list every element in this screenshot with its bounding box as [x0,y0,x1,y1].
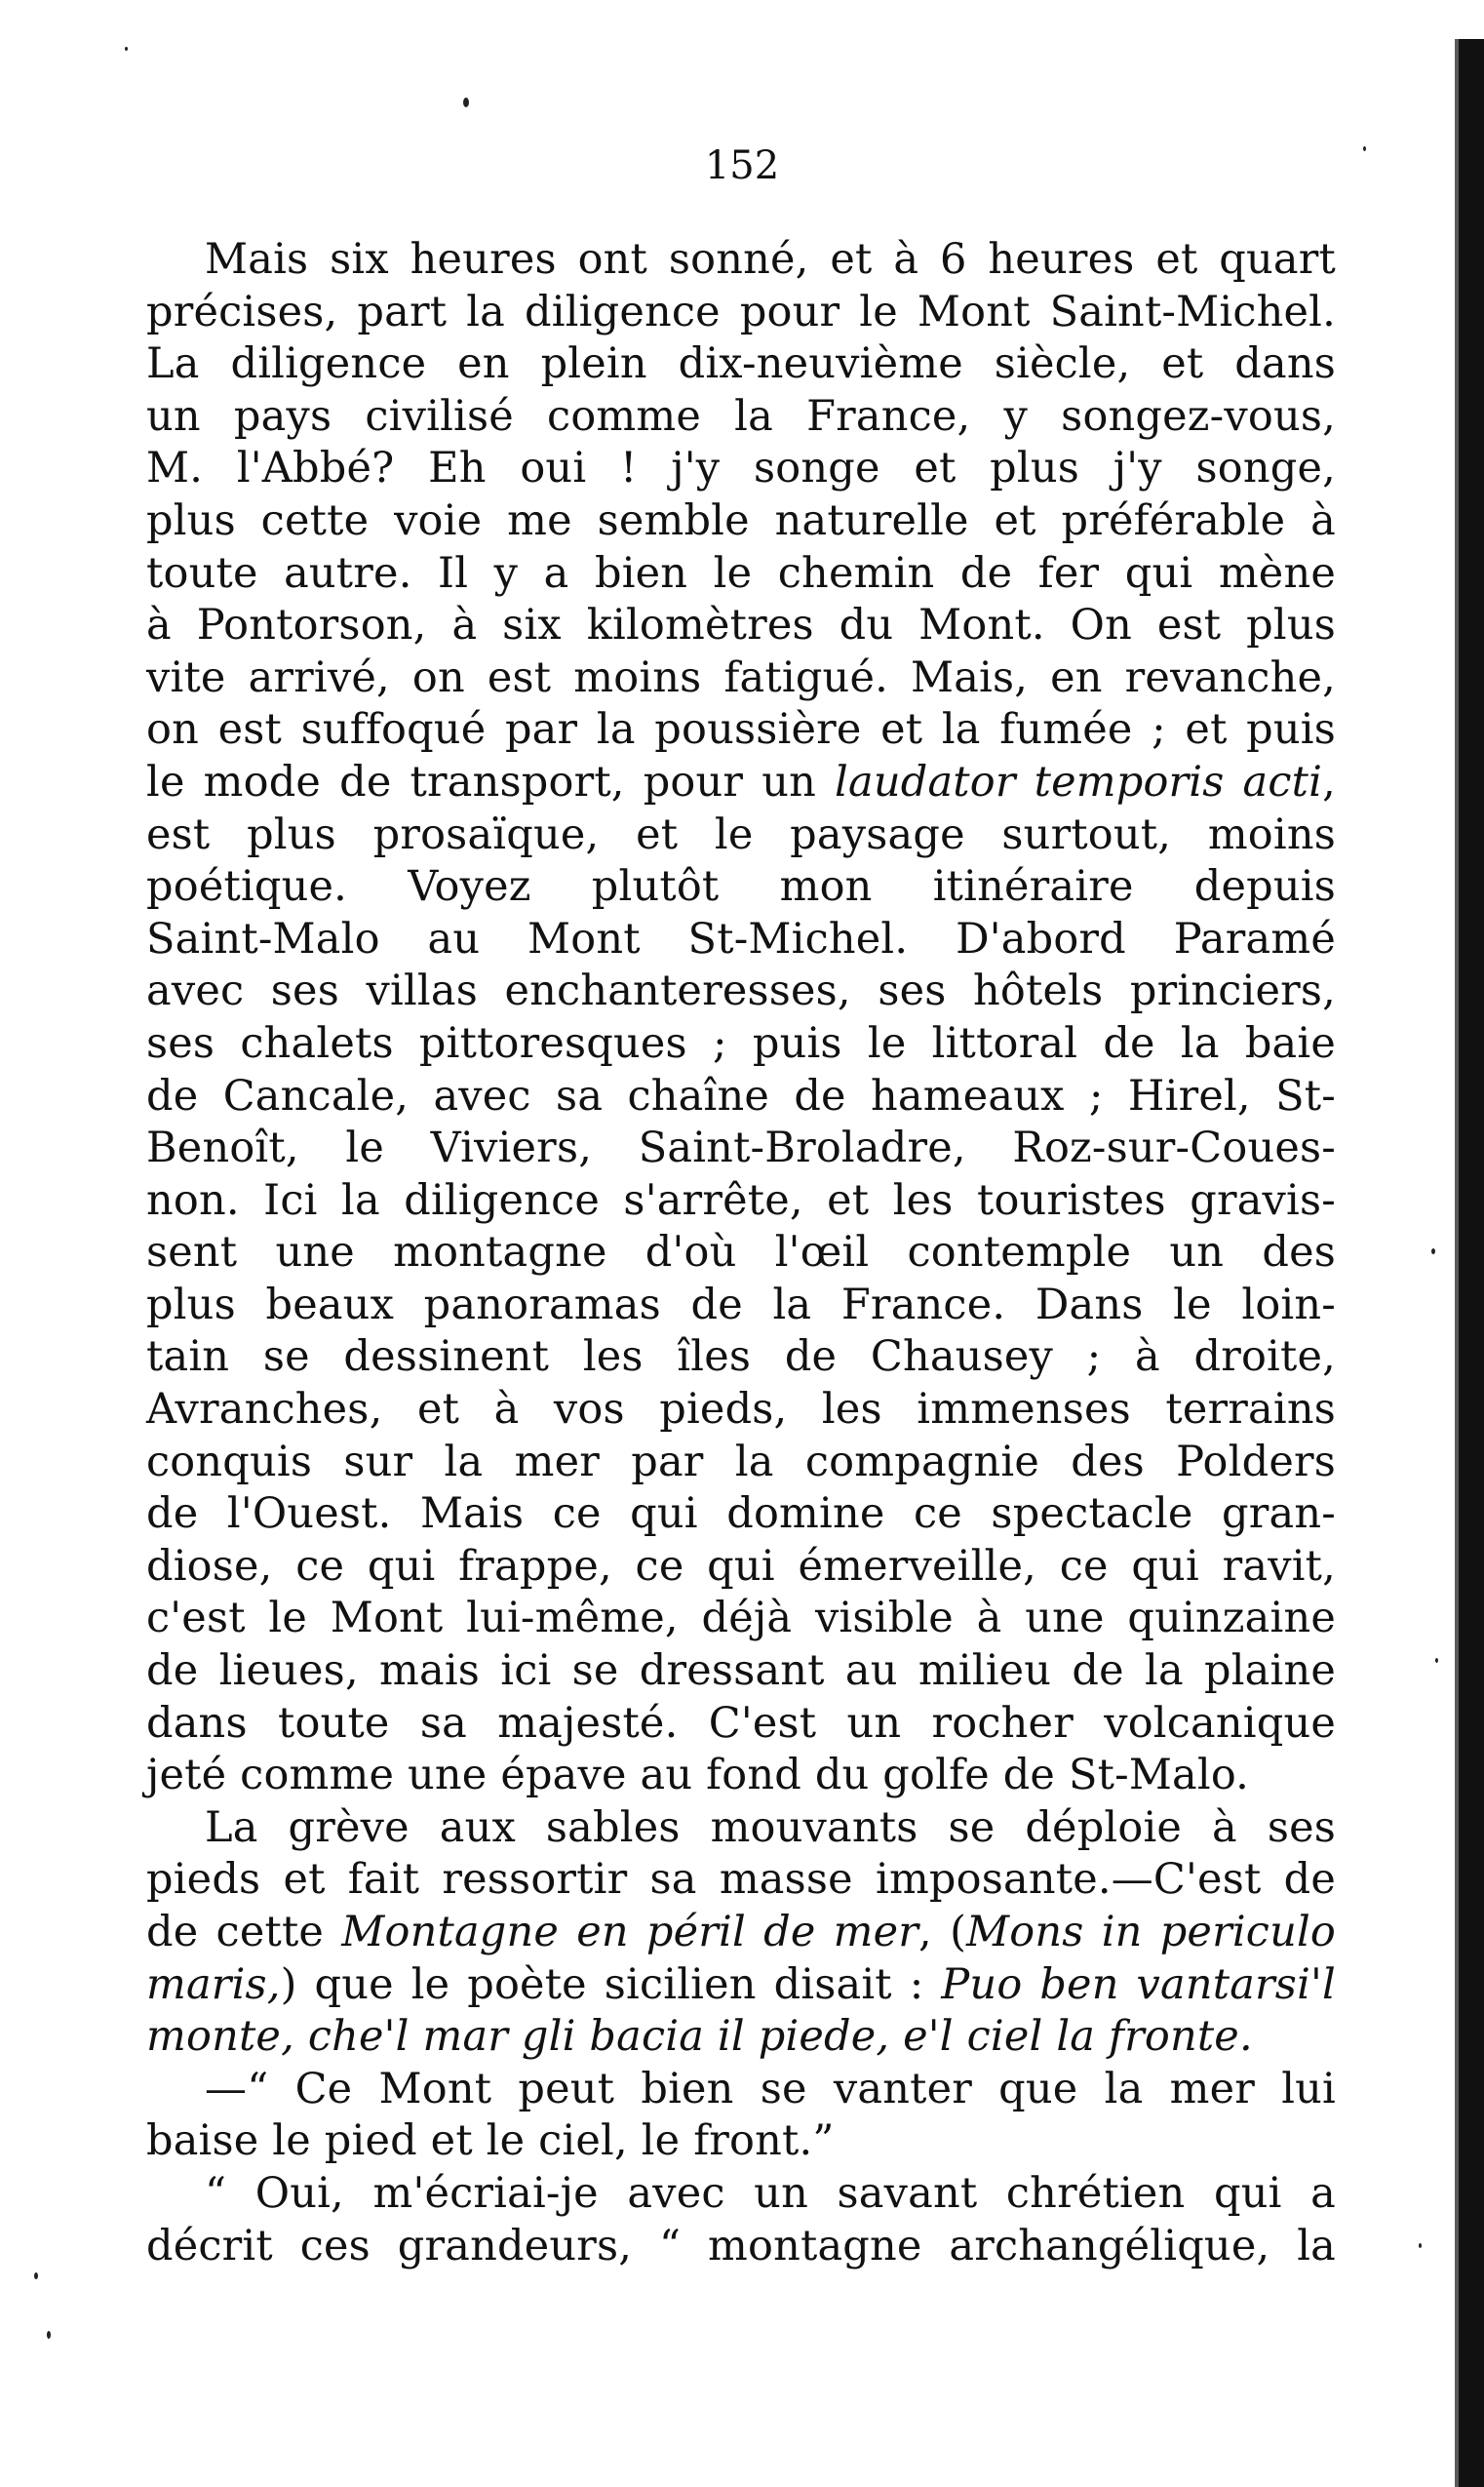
text-line [146,2168,1336,2221]
text-run: de lieues, mais ici se dressant au milieu de la plaine [146,1646,1336,1696]
text-run: de l'Ouest. Mais ce qui domine ce spectacle gran- [146,1489,1336,1539]
text-line [146,443,1336,495]
text-run: poétique. Voyez plutôt mon itinéraire depuis [146,862,1336,912]
italic-text: monte, che'l mar gli bacia il piede, e'l ciel la fronte. [146,2012,1253,2062]
text-run: dans toute sa majesté. C'est un rocher volcanique [146,1698,1336,1748]
italic-text: laudator temporis acti [835,757,1323,807]
text-run: non. Ici la diligence s'arrête, et les touristes gravis- [146,1175,1336,1225]
text-run: un pays civilisé comme la France, y songez-vous, [146,391,1336,441]
text-line [146,1907,1336,1959]
text-line [146,2064,1336,2116]
text-line [146,1645,1336,1698]
text-run: décrit ces grandeurs, “ montagne archangélique, la [146,2221,1336,2270]
text-line [146,1227,1336,1280]
text-run: Saint-Malo au Mont St-Michel. D'abord Paramé [146,914,1336,964]
text-line [146,2011,1336,2064]
scan-edge [1459,39,1484,2487]
text-line [146,600,1336,652]
text-run: , [1322,757,1336,807]
text-run: est plus prosaïque, et le paysage surtout, moins [146,809,1336,859]
text-run: à Pontorson, à six kilomètres du Mont. On est plus [146,601,1336,651]
text-run: on est suffoqué par la poussière et la fumée ; et puis [146,705,1336,755]
italic-text: Montagne en péril de mer [341,1908,919,1956]
text-run: de cette [146,1908,342,1956]
text-line [146,1959,1336,2012]
text-line [146,1750,1336,1802]
text-line [146,1802,1336,1855]
text-line [146,1541,1336,1594]
text-run: jeté comme une épave au fond du golfe de St-Malo. [146,1751,1250,1800]
text-line [146,1384,1336,1437]
text-line [146,391,1336,444]
body-text [146,234,1336,2272]
text-run: sent une montagne d'où l'œil contemple un des [146,1228,1336,1278]
text-run: “ Oui, m'écriai-je avec un savant chrétien qui a [205,2168,1336,2218]
page-number: 152 [704,143,780,188]
text-run: baise le pied et le ciel, le front.” [146,2116,835,2166]
text-line [146,1280,1336,1332]
text-run: de Cancale, avec sa chaîne de hameaux ; Hirel, St- [146,1071,1336,1121]
text-run: conquis sur la mer par la compagnie des Polders [146,1437,1336,1486]
scan-speck [125,47,128,51]
text-run: toute autre. Il y a bien le chemin de fer qui mène [146,548,1336,598]
text-run: Avranches, et à vos pieds, les immenses terrains [146,1385,1336,1435]
text-line [146,1698,1336,1751]
text-run: M. l'Abbé? Eh oui ! j'y songe et plus j'y songe, [146,444,1336,493]
text-run: La diligence en plein dix-neuvième siècle, et dans [146,339,1336,389]
text-run: plus beaux panoramas de la France. Dans le loin- [146,1280,1336,1329]
text-line [146,1018,1336,1071]
text-line [146,548,1336,601]
text-line [146,1071,1336,1124]
text-run: La grève aux sables mouvants se déploie à ses [205,1802,1336,1852]
text-line [146,1854,1336,1907]
text-run: c'est le Mont lui-même, déjà visible à une quinzaine [146,1594,1336,1643]
text-run: pieds et fait ressortir sa masse imposante.—C'est de [146,1855,1336,1905]
scan-speck [47,2331,51,2339]
text-run: —“ Ce Mont peut bien se vanter que la mer lui [205,2064,1336,2113]
text-run: le mode de transport, pour un [146,757,836,807]
text-run: ) que le poète sicilien disait : [280,1959,942,2009]
scan-speck [463,98,469,107]
scan-speck [1419,2243,1422,2248]
text-run: Benoît, le Viviers, Saint-Broladre, Roz-sur-Coues- [146,1124,1336,1173]
text-line [146,1175,1336,1228]
text-run: , ( [918,1908,967,1956]
text-line [146,1488,1336,1541]
text-line [146,2221,1336,2273]
text-line [146,809,1336,862]
text-line [146,652,1336,705]
text-line [146,495,1336,548]
italic-text: Mons in periculo [966,1908,1336,1956]
text-run: Mais six heures ont sonné, et à 6 heures et quart [205,235,1336,284]
text-run: diose, ce qui frappe, ce qui émerveille, ce qui ravit, [146,1541,1336,1591]
scan-speck [34,2272,38,2279]
text-run: tain se dessinent les îles de Chausey ; à droite, [146,1332,1336,1382]
scan-speck [1363,146,1366,151]
text-line [146,757,1336,809]
italic-text: Puo ben vantarsi'l [941,1959,1336,2009]
text-line [146,966,1336,1018]
text-run: plus cette voie me semble naturelle et préférable à [146,495,1336,545]
text-run: avec ses villas enchanteresses, ses hôtels princiers, [146,967,1336,1016]
text-line [146,2115,1336,2168]
text-run: ses chalets pittoresques ; puis le littoral de la baie [146,1018,1336,1068]
text-line [146,1593,1336,1645]
text-line [146,287,1336,339]
text-line [146,1437,1336,1489]
scan-speck [1431,1248,1435,1254]
text-line [146,338,1336,391]
text-line [146,1331,1336,1384]
text-line [146,861,1336,914]
text-run: vite arrivé, on est moins fatigué. Mais, en revanche, [146,652,1336,702]
text-line [146,704,1336,757]
text-line [146,234,1336,287]
text-line [146,914,1336,967]
text-line [146,1123,1336,1175]
text-run: précises, part la diligence pour le Mont Saint-Michel. [146,287,1336,336]
italic-text: maris, [146,1959,281,2009]
scan-speck [1435,1658,1438,1663]
